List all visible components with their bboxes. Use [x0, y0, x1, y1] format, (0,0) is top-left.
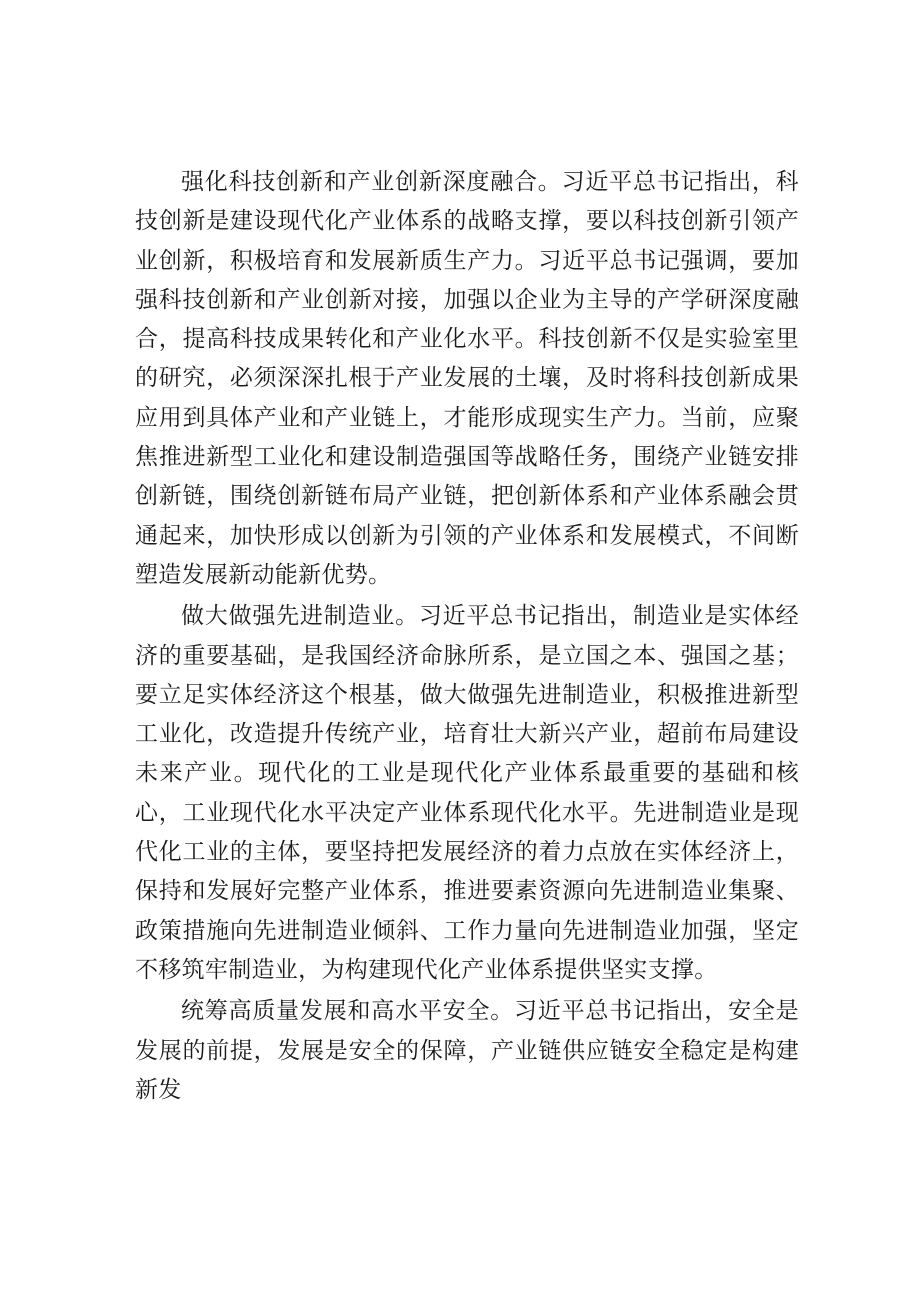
paragraph-tech-innovation: 强化科技创新和产业创新深度融合。习近平总书记指出，科技创新是建设现代化产业体系的战略支撑，要以科技创新引领产业创新，积极培育和发展新质生产力。习近平总书记强调，要加强科技创新和产业创新对接，加强以企业为主导的产学研深度融合，提高科技成果转化和产业化水平。科技创新不仅是实验室里的研究，必须深深扎根于产业发展的土壤，及时将科技创新成果应用到具体产业和产业链上，才能形成现实生产力。当前，应聚焦推进新型工业化和建设制造强国等战略任务，围绕产业链安排创新链，围绕创新链布局产业链，把创新体系和产业体系融会贯通起来，加快形成以创新为引领的产业体系和发展模式，不间断塑造发展新动能新优势。 — [135, 169, 799, 588]
document-body — [135, 163, 799, 1112]
paragraph-development-security: 统筹高质量发展和高水平安全。习近平总书记指出，安全是发展的前提，发展是安全的保障，产业链供应链安全稳定是构建新发 — [135, 998, 799, 1103]
paragraph-advanced-manufacturing: 做大做强先进制造业。习近平总书记指出，制造业是实体经济的重要基础，是我国经济命脉所系，是立国之本、强国之基；要立足实体经济这个根基，做大做强先进制造业，积极推进新型工业化，改造提升传统产业，培育壮大新兴产业，超前布局建设未来产业。现代化的工业是现代化产业体系最重要的基础和核心，工业现代化水平决定产业体系现代化水平。先进制造业是现代化工业的主体，要坚持把发展经济的着力点放在实体经济上，保持和发展好完整产业体系，推进要素资源向先进制造业集聚、政策措施向先进制造业倾斜、工作力量向先进制造业加强，坚定不移筑牢制造业，为构建现代化产业体系提供坚实支撑。 — [135, 603, 799, 983]
